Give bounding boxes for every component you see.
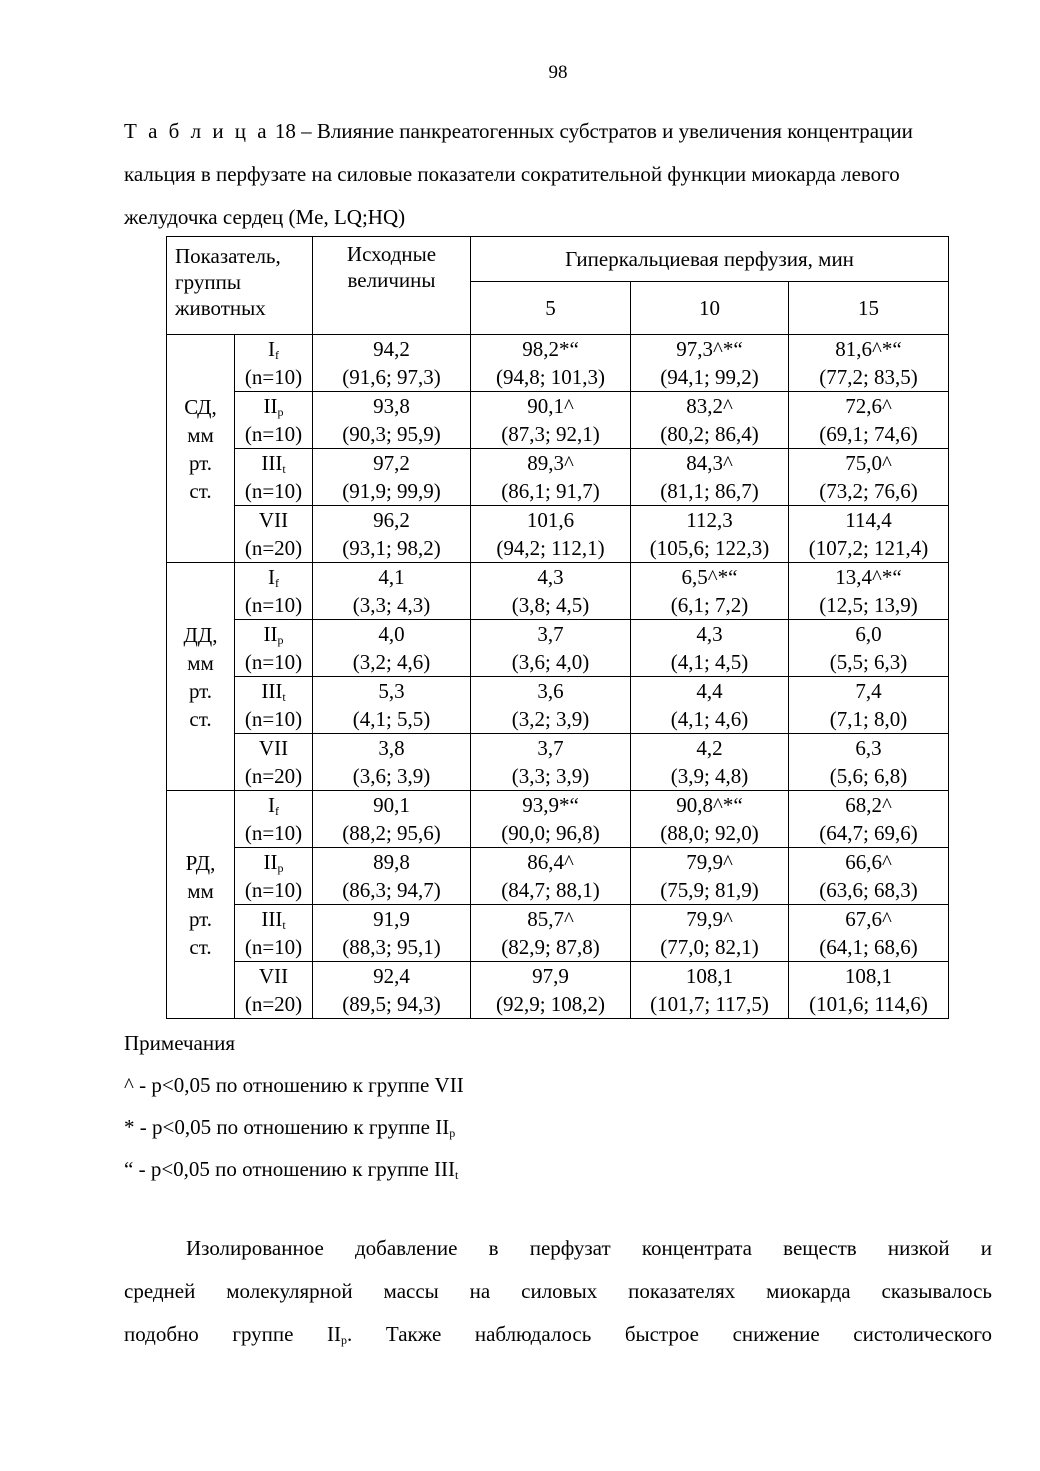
- quartile-range: (73,2; 76,6): [819, 479, 918, 503]
- value-cell: [631, 677, 789, 734]
- value-cell: [789, 905, 949, 962]
- median-value: 97,9: [532, 964, 569, 988]
- median-value: 108,1: [844, 964, 893, 988]
- value-cell: [313, 563, 471, 620]
- value-cell: [631, 905, 789, 962]
- value-cell: [789, 392, 949, 449]
- median-value: 86,4^: [527, 850, 574, 874]
- note-item: * - p<0,05 по отношению к группе $II_p$: [124, 1115, 456, 1140]
- value-cell: [789, 506, 949, 563]
- value-cell: [313, 791, 471, 848]
- table-row: [167, 905, 949, 962]
- table-row: [167, 335, 949, 392]
- value-cell: [789, 962, 949, 1019]
- value-cell: [789, 677, 949, 734]
- quartile-range: (94,8; 101,3): [495, 365, 606, 389]
- quartile-range: (81,1; 86,7): [660, 479, 759, 503]
- data-table: [166, 236, 949, 1019]
- quartile-range: (3,6; 4,0): [511, 650, 590, 674]
- group-cell: [235, 506, 313, 563]
- median-value: 79,9^: [686, 850, 733, 874]
- quartile-range: (3,3; 3,9): [511, 764, 590, 788]
- group-size: (n=10): [244, 821, 303, 845]
- parameter-label: рт.: [188, 678, 213, 703]
- group-cell: [235, 335, 313, 392]
- value-cell: [631, 563, 789, 620]
- quartile-range: (3,2; 4,6): [352, 650, 431, 674]
- header-minute: 10: [631, 282, 789, 335]
- quartile-range: (80,2; 86,4): [660, 422, 759, 446]
- note-item: ^ - p<0,05 по отношению к группе VII: [124, 1073, 464, 1097]
- median-value: 75,0^: [845, 451, 892, 475]
- group-label: $II_p$: [263, 850, 284, 875]
- value-cell: [631, 962, 789, 1019]
- quartile-range: (6,1; 7,2): [670, 593, 749, 617]
- median-value: 81,6^*“: [835, 337, 902, 361]
- parameter-label: СД,: [184, 394, 217, 419]
- median-value: 108,1: [685, 964, 734, 988]
- median-value: 4,3: [696, 622, 723, 646]
- median-value: 96,2: [373, 508, 410, 532]
- parameter-label: рт.: [188, 906, 213, 931]
- median-value: 3,8: [378, 736, 405, 760]
- value-cell: [631, 848, 789, 905]
- group-size: (n=10): [244, 365, 303, 389]
- median-value: 97,3^*“: [676, 337, 743, 361]
- quartile-range: (84,7; 88,1): [501, 878, 600, 902]
- caption-prefix: Т а б л и ц а: [124, 119, 270, 143]
- paragraph-line: средней молекулярной массы на силовых показателях миокарда сказывалось: [124, 1279, 992, 1303]
- value-cell: [471, 677, 631, 734]
- quartile-range: (7,1; 8,0): [829, 707, 908, 731]
- group-label: $III_t$: [261, 907, 286, 932]
- median-value: 93,9*“: [522, 793, 579, 817]
- quartile-range: (4,1; 4,5): [670, 650, 749, 674]
- parameter-label: ст.: [189, 478, 212, 503]
- table-row: [167, 962, 949, 1019]
- table-row: [167, 848, 949, 905]
- quartile-range: (105,6; 122,3): [649, 536, 770, 560]
- page-number: 98: [548, 62, 568, 83]
- quartile-range: (94,1; 99,2): [660, 365, 759, 389]
- value-cell: [631, 392, 789, 449]
- quartile-range: (69,1; 74,6): [819, 422, 918, 446]
- value-cell: [471, 734, 631, 791]
- table-body: [167, 335, 949, 1019]
- quartile-range: (63,6; 68,3): [819, 878, 918, 902]
- value-cell: [313, 506, 471, 563]
- value-cell: [789, 449, 949, 506]
- quartile-range: (5,6; 6,8): [829, 764, 908, 788]
- median-value: 6,0: [855, 622, 882, 646]
- table-row: [167, 392, 949, 449]
- table-row: [167, 563, 949, 620]
- quartile-range: (86,1; 91,7): [501, 479, 600, 503]
- value-cell: [471, 335, 631, 392]
- median-value: 3,6: [537, 679, 564, 703]
- value-cell: [313, 677, 471, 734]
- value-cell: [631, 449, 789, 506]
- median-value: 93,8: [373, 394, 410, 418]
- median-value: 4,2: [696, 736, 723, 760]
- value-cell: [789, 734, 949, 791]
- quartile-range: (91,9; 99,9): [342, 479, 441, 503]
- median-value: 68,2^: [845, 793, 892, 817]
- group-cell: [235, 905, 313, 962]
- value-cell: [471, 905, 631, 962]
- quartile-range: (82,9; 87,8): [501, 935, 600, 959]
- value-cell: [789, 620, 949, 677]
- group-size: (n=10): [244, 479, 303, 503]
- parameter-label: мм: [187, 650, 214, 675]
- quartile-range: (64,7; 69,6): [819, 821, 918, 845]
- quartile-range: (75,9; 81,9): [660, 878, 759, 902]
- value-cell: [313, 905, 471, 962]
- group-label: $II_p$: [263, 394, 284, 419]
- table-row: [167, 677, 949, 734]
- group-size: (n=10): [244, 878, 303, 902]
- median-value: 4,3: [537, 565, 564, 589]
- median-value: 89,8: [373, 850, 410, 874]
- value-cell: [471, 449, 631, 506]
- group-cell: [235, 677, 313, 734]
- parameter-label: ст.: [189, 706, 212, 731]
- group-label: VII: [258, 508, 289, 532]
- parameter-cell: [167, 791, 235, 1019]
- median-value: 94,2: [373, 337, 410, 361]
- quartile-range: (93,1; 98,2): [342, 536, 441, 560]
- value-cell: [471, 848, 631, 905]
- median-value: 79,9^: [686, 907, 733, 931]
- header-initial: Исходные величины: [313, 237, 471, 335]
- table-caption: [124, 110, 954, 239]
- group-cell: [235, 563, 313, 620]
- paragraph-line: Изолированное добавление в перфузат концентрата веществ низкой и: [186, 1236, 992, 1260]
- median-value: 7,4: [855, 679, 882, 703]
- group-size: (n=10): [244, 707, 303, 731]
- parameter-cell: [167, 563, 235, 791]
- value-cell: [313, 335, 471, 392]
- value-cell: [313, 449, 471, 506]
- median-value: 89,3^: [527, 451, 574, 475]
- header-minute: 5: [471, 282, 631, 335]
- quartile-range: (88,3; 95,1): [342, 935, 441, 959]
- median-value: 5,3: [378, 679, 405, 703]
- value-cell: [631, 791, 789, 848]
- median-value: 4,1: [378, 565, 405, 589]
- quartile-range: (92,9; 108,2): [495, 992, 606, 1016]
- parameter-label: ст.: [189, 934, 212, 959]
- table-row: [167, 620, 949, 677]
- median-value: 84,3^: [686, 451, 733, 475]
- value-cell: [631, 620, 789, 677]
- parameter-label: мм: [187, 422, 214, 447]
- body-paragraph: [124, 1227, 992, 1356]
- value-cell: [313, 962, 471, 1019]
- quartile-range: (4,1; 4,6): [670, 707, 749, 731]
- value-cell: [471, 506, 631, 563]
- quartile-range: (3,8; 4,5): [511, 593, 590, 617]
- group-label: $III_t$: [261, 679, 286, 704]
- quartile-range: (101,7; 117,5): [650, 992, 769, 1016]
- median-value: 67,6^: [845, 907, 892, 931]
- quartile-range: (86,3; 94,7): [342, 878, 441, 902]
- quartile-range: (4,1; 5,5): [352, 707, 431, 731]
- quartile-range: (90,3; 95,9): [342, 422, 441, 446]
- group-cell: [235, 962, 313, 1019]
- header-indicator: Показатель, группы животных: [167, 237, 313, 335]
- quartile-range: (12,5; 13,9): [819, 593, 918, 617]
- value-cell: [471, 563, 631, 620]
- group-size: (n=10): [244, 422, 303, 446]
- quartile-range: (88,0; 92,0): [660, 821, 759, 845]
- quartile-range: (91,6; 97,3): [342, 365, 441, 389]
- value-cell: [313, 848, 471, 905]
- caption-text: 18 – Влияние панкреатогенных субстратов и увеличения концентрации кальция в перфузате на силовые показатели сократительной функции миокарда левого желудочка сердец (Me, LQ;HQ): [124, 119, 913, 229]
- quartile-range: (88,2; 95,6): [342, 821, 441, 845]
- group-cell: [235, 734, 313, 791]
- median-value: 92,4: [373, 964, 410, 988]
- notes: [124, 1022, 464, 1190]
- quartile-range: (77,0; 82,1): [660, 935, 759, 959]
- group-size: (n=20): [244, 764, 303, 788]
- quartile-range: (3,3; 4,3): [352, 593, 431, 617]
- table-row: [167, 791, 949, 848]
- value-cell: [471, 962, 631, 1019]
- median-value: 83,2^: [686, 394, 733, 418]
- group-cell: [235, 791, 313, 848]
- quartile-range: (89,5; 94,3): [342, 992, 441, 1016]
- value-cell: [631, 734, 789, 791]
- group-size: (n=10): [244, 650, 303, 674]
- group-label: $I_f$: [268, 793, 279, 818]
- header-minute: 15: [789, 282, 949, 335]
- group-label: $II_p$: [263, 622, 284, 647]
- value-cell: [789, 848, 949, 905]
- quartile-range: (107,2; 121,4): [808, 536, 929, 560]
- parameter-label: мм: [187, 878, 214, 903]
- group-size: (n=20): [244, 992, 303, 1016]
- median-value: 72,6^: [845, 394, 892, 418]
- parameter-label: рт.: [188, 450, 213, 475]
- median-value: 114,4: [845, 508, 892, 532]
- group-label: VII: [258, 964, 289, 988]
- median-value: 90,1^: [527, 394, 574, 418]
- quartile-range: (87,3; 92,1): [501, 422, 600, 446]
- value-cell: [471, 620, 631, 677]
- parameter-cell: [167, 335, 235, 563]
- median-value: 98,2*“: [522, 337, 579, 361]
- group-label: $I_f$: [268, 565, 279, 590]
- median-value: 101,6: [526, 508, 575, 532]
- value-cell: [631, 506, 789, 563]
- value-cell: [313, 734, 471, 791]
- value-cell: [471, 791, 631, 848]
- group-cell: [235, 449, 313, 506]
- group-label: $I_f$: [268, 337, 279, 362]
- median-value: 112,3: [686, 508, 733, 532]
- quartile-range: (90,0; 96,8): [501, 821, 600, 845]
- quartile-range: (3,2; 3,9): [511, 707, 590, 731]
- value-cell: [471, 392, 631, 449]
- median-value: 66,6^: [845, 850, 892, 874]
- value-cell: [789, 791, 949, 848]
- median-value: 3,7: [537, 622, 564, 646]
- parameter-label: ДД,: [183, 622, 218, 647]
- group-cell: [235, 848, 313, 905]
- header-perfusion: Гиперкальциевая перфузия, мин: [471, 237, 949, 282]
- median-value: 4,4: [696, 679, 723, 703]
- quartile-range: (77,2; 83,5): [819, 365, 918, 389]
- group-size: (n=10): [244, 935, 303, 959]
- median-value: 85,7^: [527, 907, 574, 931]
- quartile-range: (94,2; 112,1): [496, 536, 605, 560]
- value-cell: [313, 392, 471, 449]
- value-cell: [789, 563, 949, 620]
- table-row: [167, 506, 949, 563]
- median-value: 91,9: [373, 907, 410, 931]
- group-size: (n=10): [244, 593, 303, 617]
- group-label: $III_t$: [261, 451, 286, 476]
- note-item: “ - p<0,05 по отношению к группе $III_t$: [124, 1157, 459, 1182]
- group-label: VII: [258, 736, 289, 760]
- group-cell: [235, 392, 313, 449]
- group-cell: [235, 620, 313, 677]
- value-cell: [789, 335, 949, 392]
- quartile-range: (3,9; 4,8): [670, 764, 749, 788]
- table-row: [167, 734, 949, 791]
- quartile-range: (64,1; 68,6): [819, 935, 918, 959]
- median-value: 97,2: [373, 451, 410, 475]
- median-value: 4,0: [378, 622, 405, 646]
- value-cell: [631, 335, 789, 392]
- median-value: 13,4^*“: [835, 565, 902, 589]
- median-value: 3,7: [537, 736, 564, 760]
- quartile-range: (5,5; 6,3): [829, 650, 908, 674]
- parameter-label: РД,: [185, 850, 216, 875]
- notes-title: Примечания: [124, 1031, 236, 1055]
- value-cell: [313, 620, 471, 677]
- median-value: 6,5^*“: [681, 565, 738, 589]
- paragraph-line: подобно группе $II_p$. Также наблюдалось быстрое снижение систолического: [124, 1322, 992, 1347]
- group-size: (n=20): [244, 536, 303, 560]
- median-value: 6,3: [855, 736, 882, 760]
- quartile-range: (3,6; 3,9): [352, 764, 431, 788]
- median-value: 90,8^*“: [676, 793, 743, 817]
- median-value: 90,1: [373, 793, 410, 817]
- table-row: [167, 449, 949, 506]
- quartile-range: (101,6; 114,6): [809, 992, 928, 1016]
